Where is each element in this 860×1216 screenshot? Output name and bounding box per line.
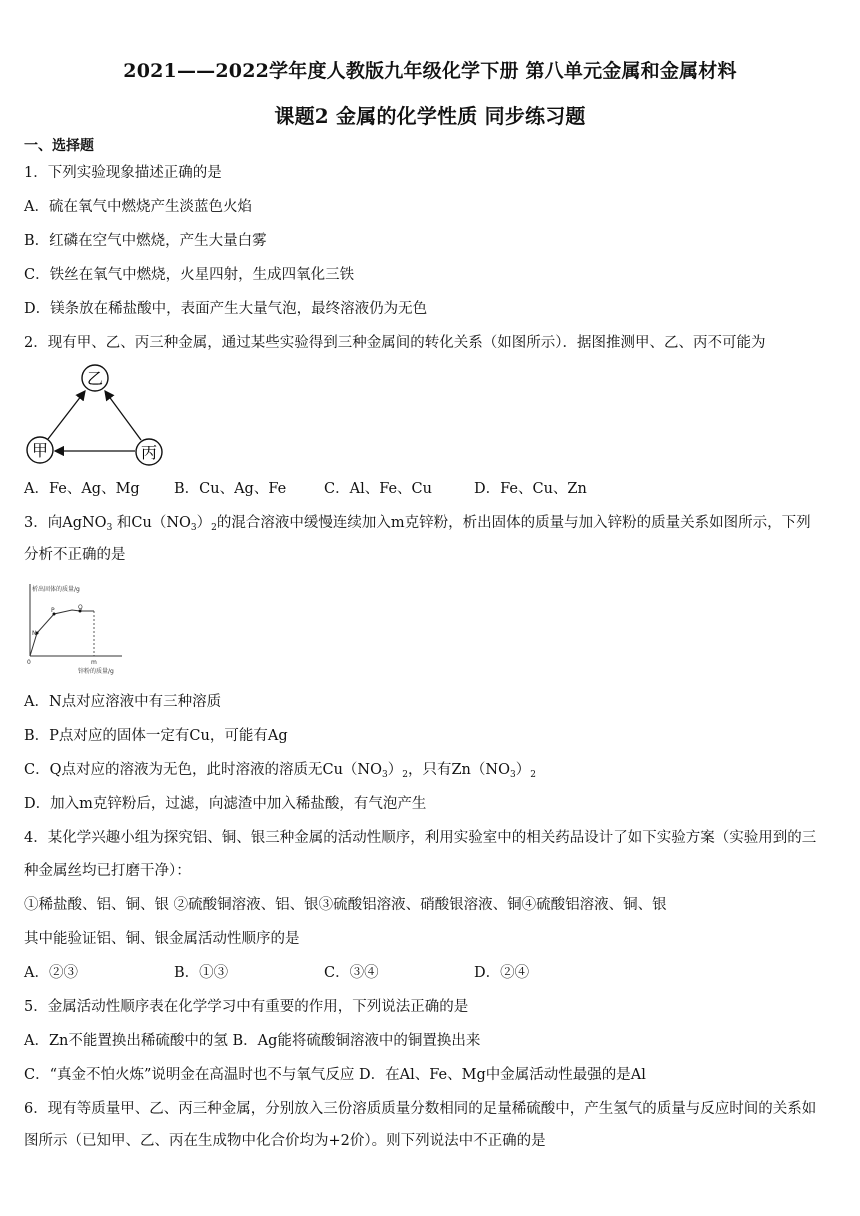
q3-option-a: A．N点对应溶液中有三种溶质 [24, 694, 222, 710]
q2-option-b: B．Cu、Ag、Fe [174, 481, 287, 497]
label-jia: 甲 [31, 441, 49, 460]
q4-option-d: D．②④ [474, 965, 530, 981]
x-axis-label: 锌粉的质量/g [78, 668, 114, 675]
q5-options-cd: C．“真金不怕火炼”说明金在高温时也不与氧气反应 D．在Al、Fe、Mg中金属活动性最强的是Al [24, 1067, 646, 1083]
label-q: Q [78, 604, 83, 611]
label-bing: 丙 [140, 443, 158, 462]
q4-option-b: B．①③ [174, 965, 229, 981]
q2-option-c: C．Al、Fe、Cu [324, 481, 432, 497]
mass-curve [30, 610, 94, 656]
q2-option-d: D．Fe、Cu、Zn [474, 481, 587, 497]
q2-transformation-diagram [22, 362, 172, 472]
document-title-line1: 2021——2022学年度人教版九年级化学下册 第八单元金属和金属材料 [123, 60, 737, 82]
q6-stem-line2: 图所示（已知甲、乙、丙在生成物中化合价均为+2价）。则下列说法中不正确的是 [24, 1133, 546, 1149]
q3-graph [22, 580, 132, 678]
q4-ask: 其中能验证铝、铜、银金属活动性顺序的是 [24, 931, 300, 947]
q3-option-c: C．Q点对应的溶液为无色，此时溶液的溶质无$Cu(NO_3)_2$，只有$Zn(NO_3)_2$ [24, 762, 536, 780]
arrow-bing-to-yi [105, 391, 141, 440]
q4-schemes: ①稀盐酸、铝、铜、银 ②硫酸铜溶液、铝、银③硫酸铝溶液、硝酸银溶液、铜④硫酸铝溶液、铜、银 [24, 897, 667, 913]
q2-option-a: A．Fe、Ag、Mg [24, 481, 140, 497]
origin-label: 0 [27, 659, 31, 666]
label-n: N [32, 630, 37, 637]
section-heading: 一、选择题 [24, 138, 94, 154]
q6-stem: 6．现有等质量甲、乙、丙三种金属，分别放入三份溶质质量分数相同的足量稀硫酸中，产生氢气的质量与反应时间的关系如 [24, 1101, 817, 1117]
q4-option-a: A．②③ [24, 965, 78, 981]
q3-stem: 3．向AgNO$_3$ 和$Cu(NO_3)_2$的混合溶液中缓慢连续加入m克锌粉，析出固体的质量与加入锌粉的质量关系如图所示，下列 [24, 515, 811, 533]
q4-option-c: C．③④ [324, 965, 379, 981]
label-yi: 乙 [86, 369, 104, 388]
q3-stem-line2: 分析不正确的是 [24, 547, 126, 563]
q1-stem: 1．下列实验现象描述正确的是 [24, 165, 222, 181]
q5-stem: 5．金属活动性顺序表在化学学习中有重要的作用，下列说法正确的是 [24, 999, 469, 1015]
q1-option-c: C．铁丝在氧气中燃烧，火星四射，生成四氧化三铁 [24, 267, 355, 283]
label-p: P [51, 607, 55, 614]
q4-stem: 4．某化学兴趣小组为探究铝、铜、银三种金属的活动性顺序，利用实验室中的相关药品设计了如下实验方案（实验用到的三 [24, 830, 817, 846]
q1-option-a: A．硫在氧气中燃烧产生淡蓝色火焰 [24, 199, 252, 215]
q2-stem: 2．现有甲、乙、丙三种金属，通过某些实验得到三种金属间的转化关系（如图所示）．据图推测甲、乙、丙不可能为 [24, 335, 766, 351]
document-title-line2: 课题2 金属的化学性质 同步练习题 [274, 104, 586, 128]
q5-options-ab: A．Zn不能置换出稀硫酸中的氢 B．Ag能将硫酸铜溶液中的铜置换出来 [24, 1033, 481, 1049]
q4-stem-line2: 种金属丝均已打磨干净）： [24, 863, 191, 879]
q3-option-d: D．加入m克锌粉后，过滤，向滤渣中加入稀盐酸，有气泡产生 [24, 796, 427, 812]
q1-option-d: D．镁条放在稀盐酸中，表面产生大量气泡，最终溶液仍为无色 [24, 301, 428, 317]
q1-option-b: B．红磷在空气中燃烧，产生大量白雾 [24, 233, 267, 249]
y-axis-label: 析出固体的质量/g [32, 586, 80, 593]
arrow-jia-to-yi [48, 391, 85, 439]
m-label: m [91, 659, 97, 666]
q3-option-b: B．P点对应的固体一定有Cu，可能有Ag [24, 728, 288, 744]
